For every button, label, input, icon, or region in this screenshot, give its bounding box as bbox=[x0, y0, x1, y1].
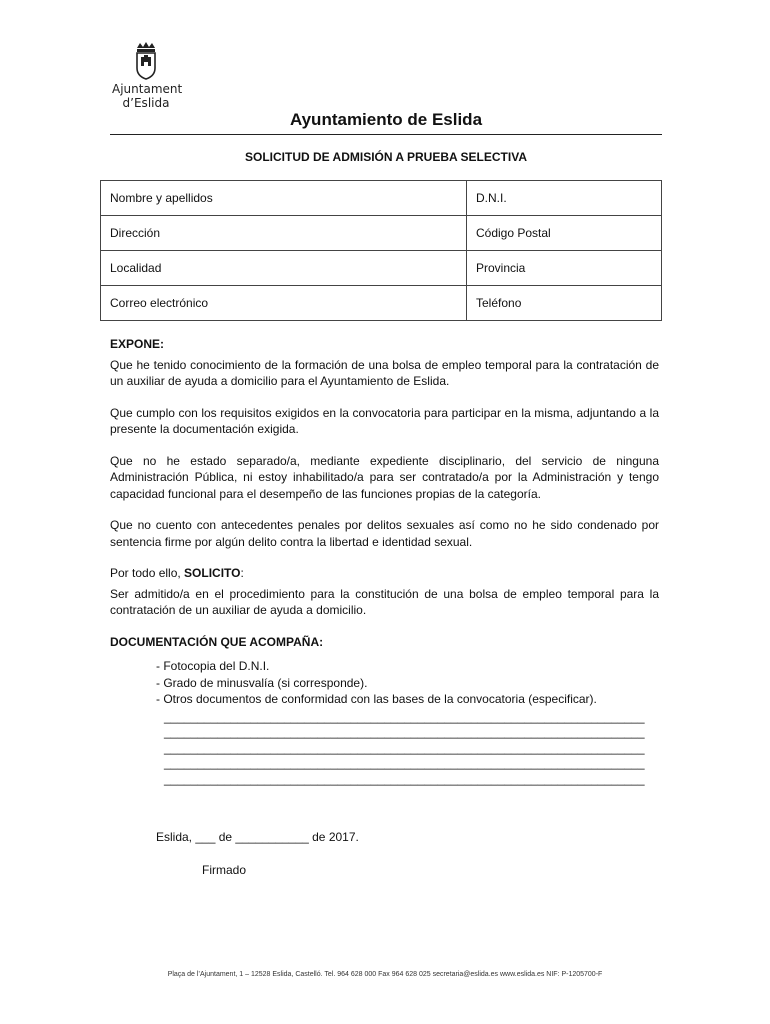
document-body bbox=[110, 336, 659, 787]
name-field[interactable]: Nombre y apellidos bbox=[101, 181, 467, 216]
date-line[interactable]: Eslida, ___ de ___________ de 2017. bbox=[156, 830, 359, 844]
specify-lines bbox=[164, 710, 659, 788]
documents-list bbox=[156, 658, 659, 708]
expone-paragraph: Que no cuento con antecedentes penales por delitos sexuales así como no he sido condenado por sentencia firme por algún delito contra la libertad e identidad sexual. bbox=[110, 518, 659, 549]
solicito-prefix: Por todo ello, bbox=[110, 566, 185, 580]
table-row bbox=[101, 251, 662, 286]
dni-field[interactable]: D.N.I. bbox=[467, 181, 662, 216]
province-field[interactable]: Provincia bbox=[467, 251, 662, 286]
logo-text-line1: Ajuntament bbox=[112, 82, 183, 96]
blank-line[interactable]: ________________________________________________________________________ bbox=[164, 756, 645, 770]
list-item: - Fotocopia del D.N.I. bbox=[156, 659, 270, 673]
documentacion-heading: DOCUMENTACIÓN QUE ACOMPAÑA: bbox=[110, 634, 324, 649]
phone-field[interactable]: Teléfono bbox=[467, 286, 662, 321]
address-field[interactable]: Dirección bbox=[101, 216, 467, 251]
expone-heading: EXPONE: bbox=[110, 337, 165, 351]
blank-line[interactable]: ________________________________________________________________________ bbox=[164, 740, 645, 755]
blank-line[interactable]: ________________________________________________________________________ bbox=[164, 771, 645, 786]
coat-of-arms-icon bbox=[131, 40, 161, 80]
table-row bbox=[101, 181, 662, 216]
form-title: SOLICITUD DE ADMISIÓN A PRUEBA SELECTIVA bbox=[244, 150, 527, 164]
list-item: - Otros documentos de conformidad con las bases de la convocatoria (especificar). bbox=[156, 692, 597, 706]
solicito-suffix: : bbox=[240, 566, 244, 580]
expone-paragraph: Que no he estado separado/a, mediante expediente disciplinario, del servicio de ninguna Administración Pública, ni estoy inhabilitado/a para ser contratado/a por la Administración y tengo capacidad funcional para el desempeño de las funciones propias de la categoría. bbox=[110, 453, 659, 501]
solicito-line bbox=[110, 565, 659, 582]
title-divider bbox=[110, 134, 662, 135]
expone-paragraph: Que cumplo con los requisitos exigidos en la convocatoria para participar en la misma, adjuntando a la presente la documentación exigida. bbox=[110, 405, 659, 436]
solicito-paragraph: Ser admitido/a en el procedimiento para la constitución de una bolsa de empleo temporal para la contratación de un auxiliar de ayuda a domicilio. bbox=[110, 586, 659, 617]
blank-line[interactable]: ________________________________________________________________________ bbox=[164, 725, 645, 739]
postal-code-field[interactable]: Código Postal bbox=[467, 216, 662, 251]
blank-line[interactable]: ________________________________________________________________________ bbox=[164, 709, 645, 724]
applicant-fields-table bbox=[100, 180, 662, 321]
footer-contact: Plaça de l’Ajuntament, 1 – 12528 Eslida, Castelló. Tel. 964 628 000 Fax 964 628 025 secretaria@eslida.es www.eslida.es NIF: P-1205700-F bbox=[167, 971, 603, 978]
table-row bbox=[101, 216, 662, 251]
email-field[interactable]: Correo electrónico bbox=[101, 286, 467, 321]
expone-paragraph: Que he tenido conocimiento de la formación de una bolsa de empleo temporal para la contratación de un auxiliar de ayuda a domicilio para el Ayuntamiento de Eslida. bbox=[110, 357, 659, 388]
locality-field[interactable]: Localidad bbox=[101, 251, 467, 286]
list-item: - Grado de minusvalía (si corresponde). bbox=[156, 675, 368, 690]
logo-text-line2: d’Eslida bbox=[122, 96, 170, 110]
page-title: Ayuntamiento de Eslida bbox=[289, 110, 483, 129]
table-row bbox=[101, 286, 662, 321]
signature-label: Firmado bbox=[202, 863, 247, 877]
municipal-logo bbox=[112, 40, 183, 110]
solicito-keyword: SOLICITO bbox=[184, 566, 241, 580]
